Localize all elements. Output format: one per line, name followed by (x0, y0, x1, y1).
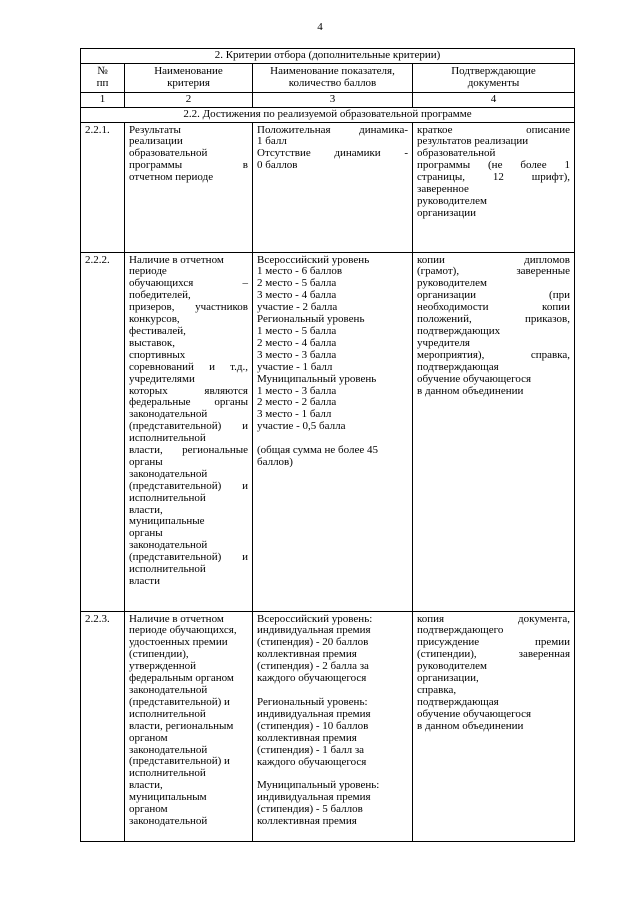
documents-line: образовательной (417, 147, 496, 160)
criterion-line: Результаты (129, 123, 181, 136)
indicator-line: баллов) (257, 456, 293, 469)
column-header-indicator: Наименование показателя, количество баллов (253, 63, 413, 92)
row-number: 2.2.1. (81, 122, 125, 252)
indicator-line: Положительная динамика- (257, 123, 408, 136)
page-number: 4 (317, 21, 323, 33)
documents-line: обучение обучающегося (417, 372, 532, 385)
indicator-line: участие - 0,5 балла (257, 420, 346, 433)
criterion-line: законодательной (129, 408, 208, 421)
criterion-line: муниципальным (129, 791, 207, 804)
criterion-line: утвержденной (129, 660, 197, 673)
row-number: 2.2.2. (81, 252, 125, 611)
documents-line: подтверждающих (417, 324, 501, 337)
documents-line: организации (при (417, 289, 570, 302)
column-number: 4 (413, 92, 575, 107)
indicator-line: индивидуальная премия (257, 791, 371, 804)
criterion-line: удостоенных премии (129, 636, 228, 649)
indicator-line: (стипендия) - 1 балл за (257, 743, 365, 756)
indicator-line: каждого обучающегося (257, 672, 367, 685)
criterion-line: федеральным органом (129, 672, 234, 685)
criterion-line: муниципальные (129, 515, 205, 528)
documents-line: результатов реализации (417, 135, 529, 148)
indicator-line: (общая сумма не более 45 (257, 444, 378, 457)
criterion-line: органы (129, 455, 163, 468)
criteria-table (80, 48, 575, 842)
criterion-line: власти (129, 575, 160, 587)
table-row (81, 252, 575, 611)
indicator-line: коллективная премия (257, 648, 357, 661)
criterion-line: программы в (129, 159, 248, 172)
documents-line: организации (417, 206, 477, 219)
indicator-line: Региональный уровень: (257, 695, 368, 708)
indicator-line: каждого обучающегося (257, 755, 367, 768)
documents-line: учредителя (417, 336, 470, 349)
criterion-line: учредителями (129, 372, 195, 385)
documents-line: необходимости копии (417, 301, 570, 314)
criterion-line: законодательной (129, 467, 208, 480)
criterion-line: соревнований и т.д., (129, 360, 248, 373)
indicator-line: Всероссийский уровень (257, 253, 370, 266)
indicator-line: (стипендия) - 5 баллов (257, 803, 363, 816)
documents-line: подтверждающая (417, 695, 499, 708)
documents-line: положений, приказов, (417, 313, 570, 326)
criterion-line: периоде (129, 265, 167, 278)
criterion-line: федеральные органы (129, 396, 248, 409)
indicator-line: Отсутствие динамики - (257, 147, 408, 160)
column-header-number: № пп (81, 63, 125, 92)
criterion-line: (представительной) и (129, 420, 248, 433)
documents-line: в данном объединении (417, 719, 524, 732)
documents-cell (413, 122, 575, 252)
table-row (81, 611, 575, 841)
criterion-line: органы (129, 527, 163, 540)
column-number: 2 (125, 92, 253, 107)
criterion-line: органом (129, 731, 168, 744)
row-number: 2.2.3. (81, 611, 125, 841)
documents-line: руководителем (417, 660, 487, 673)
criterion-line: отчетном периоде (129, 171, 214, 184)
documents-line: страницы, 12 шрифт), (417, 171, 570, 184)
documents-line: организации, (417, 672, 479, 685)
criterion-line: органом (129, 803, 168, 816)
documents-line: мероприятия), справка, (417, 348, 570, 361)
indicator-line: 1 балл (257, 135, 287, 148)
criterion-line: законодательной (129, 539, 208, 552)
indicator-line: Региональный уровень (257, 313, 365, 326)
table-row (81, 122, 575, 252)
criterion-line: (представительной) и (129, 695, 230, 708)
indicator-line: (стипендия) - 2 балла за (257, 660, 369, 673)
indicator-line: Муниципальный уровень (257, 372, 377, 385)
criterion-line: исполнительной (129, 707, 206, 720)
criterion-line: исполнительной (129, 767, 206, 780)
criterion-cell (125, 252, 253, 611)
criterion-line: конкурсов, (129, 313, 180, 326)
indicator-line: Муниципальный уровень: (257, 779, 380, 792)
documents-line: заверенное (417, 183, 469, 196)
criterion-cell (125, 122, 253, 252)
documents-line: в данном объединении (417, 384, 524, 397)
indicator-line: 1 место - 3 балла (257, 384, 337, 397)
criterion-line: победителей, (129, 289, 191, 302)
indicator-cell (253, 122, 413, 252)
documents-cell (413, 252, 575, 611)
indicator-line: участие - 2 балла (257, 301, 338, 314)
criterion-line: спортивных (129, 348, 186, 361)
criterion-line: Наличие в отчетном (129, 612, 224, 625)
criterion-line: власти, региональным (129, 719, 234, 732)
column-number: 1 (81, 92, 125, 107)
documents-line: обучение обучающегося (417, 707, 532, 720)
criterion-line: фестивалей, (129, 324, 186, 337)
criterion-line: (стипендии), (129, 648, 189, 661)
indicator-line: (стипендия) - 10 баллов (257, 719, 369, 732)
documents-line: руководителем (417, 194, 487, 207)
indicator-line: 2 место - 5 балла (257, 277, 337, 290)
column-header-criterion: Наименование критерия (125, 63, 253, 92)
criterion-line: (представительной) и (129, 479, 248, 492)
documents-line: руководителем (417, 277, 487, 290)
documents-line: краткое описание (417, 123, 570, 136)
indicator-line: (стипендия) - 20 баллов (257, 636, 369, 649)
criterion-line: образовательной (129, 147, 208, 160)
criterion-line: законодательной (129, 683, 208, 696)
documents-line: копии дипломов (417, 253, 570, 266)
criterion-line: периоде обучающихся, (129, 624, 237, 637)
criterion-line: обучающихся – (129, 277, 248, 290)
criterion-line: реализации (129, 135, 183, 148)
criterion-line: законодательной (129, 743, 208, 756)
column-number: 3 (253, 92, 413, 107)
documents-cell (413, 611, 575, 841)
indicator-line: 1 место - 5 балла (257, 324, 337, 337)
criterion-line: власти, (129, 779, 163, 792)
column-header-documents: Подтверждающие документы (413, 63, 575, 92)
indicator-line: 3 место - 3 балла (257, 348, 337, 361)
indicator-line: коллективная премия (257, 731, 357, 744)
indicator-line: Всероссийский уровень: (257, 612, 373, 625)
criterion-line: законодательной (129, 814, 208, 827)
documents-line: программы (не более 1 (417, 159, 570, 172)
indicator-line: 2 место - 2 балла (257, 396, 337, 409)
criterion-line: власти, (129, 503, 163, 516)
criterion-line: выставок, (129, 336, 176, 349)
criterion-line: которых являются (129, 384, 248, 397)
indicator-line: индивидуальная премия (257, 707, 371, 720)
documents-line: присуждение премии (417, 636, 570, 649)
criterion-line: (представительной) и (129, 755, 230, 768)
indicator-line: коллективная премия (257, 815, 357, 828)
documents-line: справка, (417, 683, 457, 696)
indicator-line: 2 место - 4 балла (257, 336, 337, 349)
documents-line: подтверждающая (417, 360, 499, 373)
documents-line: подтверждающего (417, 624, 504, 637)
criterion-line: власти, региональные (129, 444, 248, 457)
indicator-line: 3 место - 4 балла (257, 289, 337, 302)
documents-line: (грамот), заверенные (417, 265, 570, 278)
column-headers (81, 63, 575, 92)
documents-line: (стипендии), заверенная (417, 648, 570, 661)
indicator-cell (253, 611, 413, 841)
criterion-line: Наличие в отчетном (129, 253, 224, 266)
criterion-line: исполнительной (129, 432, 206, 445)
criterion-line: (представительной) и (129, 551, 248, 564)
indicator-line: 1 место - 6 баллов (257, 265, 343, 278)
indicator-line: 0 баллов (257, 159, 298, 172)
section-title: 2.2. Достижения по реализуемой образовательной программе (81, 107, 575, 122)
documents-line: копия документа, (417, 612, 570, 625)
column-numbers (81, 92, 575, 107)
criterion-line: исполнительной (129, 563, 206, 576)
criterion-line: призеров, участников (129, 301, 248, 314)
indicator-line: индивидуальная премия (257, 624, 371, 637)
table-title: 2. Критерии отбора (дополнительные критерии) (81, 49, 575, 64)
indicator-line: участие - 1 балл (257, 360, 333, 373)
indicator-cell (253, 252, 413, 611)
criterion-line: исполнительной (129, 491, 206, 504)
indicator-line: 3 место - 1 балл (257, 408, 332, 421)
criterion-cell (125, 611, 253, 841)
